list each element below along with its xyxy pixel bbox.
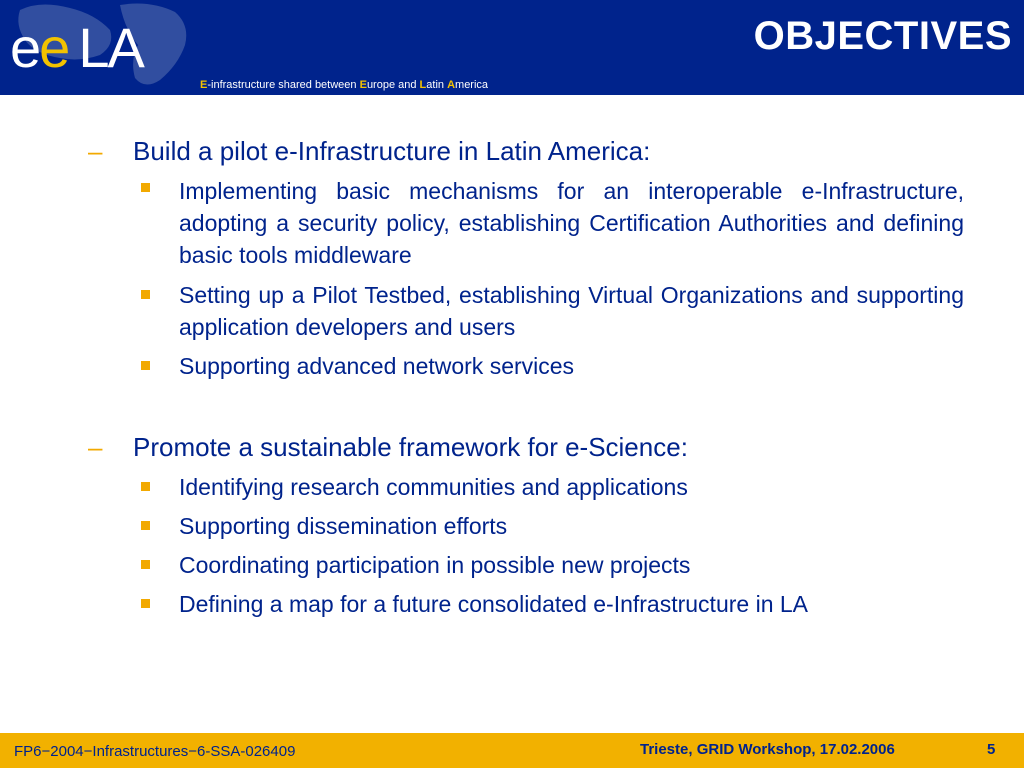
tagline-letter-l: L [419,79,427,91]
logo-letter-e: e [10,16,40,79]
bullet-item: Implementing basic mechanisms for an interoperable e-Infrastructure, adopting a security policy, establishing Certification Authorities and defining basic tools middleware [179,178,964,268]
square-bullet-icon [141,290,150,299]
slide-title: OBJECTIVES [753,14,1012,58]
dash-marker: – [88,432,103,462]
bullet-item: Identifying research communities and applications [179,474,688,500]
project-tagline [200,79,488,91]
square-bullet-icon [141,183,150,192]
square-bullet-icon [141,361,150,370]
eela-logo [10,18,143,78]
bullet-item: Defining a map for a future consolidated e-Infrastructure in LA [179,591,809,617]
tagline-text-3: atin [426,79,448,91]
tagline-letter-a: A [447,79,456,91]
bullet-item: Setting up a Pilot Testbed, establishing Virtual Organizations and supporting application developers and users [179,282,964,340]
tagline-letter-e: E [200,79,208,91]
tagline-text-2: urope and [366,79,420,91]
bullet-item: Supporting advanced network services [179,353,575,379]
square-bullet-icon [141,599,150,608]
section-heading: Build a pilot e-Infrastructure in Latin America: [133,136,651,166]
project-code: FP6−2004−Infrastructures−6-SSA-026409 [14,743,296,760]
event-info: Trieste, GRID Workshop, 17.02.2006 [640,741,895,758]
square-bullet-icon [141,560,150,569]
page-number: 5 [987,741,996,758]
tagline-text-1: -infrastructure shared between [207,79,360,91]
bullet-item: Supporting dissemination efforts [179,513,508,539]
square-bullet-icon [141,521,150,530]
bullet-item: Coordinating participation in possible new projects [179,552,691,578]
logo-letters-la: LA [78,16,143,79]
square-bullet-icon [141,482,150,491]
slide-footer [0,733,1024,768]
dash-marker: – [88,136,103,166]
logo-letter-e-yellow: e [39,16,69,79]
tagline-text-4: merica [455,79,489,91]
slide-header [0,0,1024,95]
section-heading: Promote a sustainable framework for e-Science: [133,432,688,462]
tagline-letter-e2: E [359,79,367,91]
